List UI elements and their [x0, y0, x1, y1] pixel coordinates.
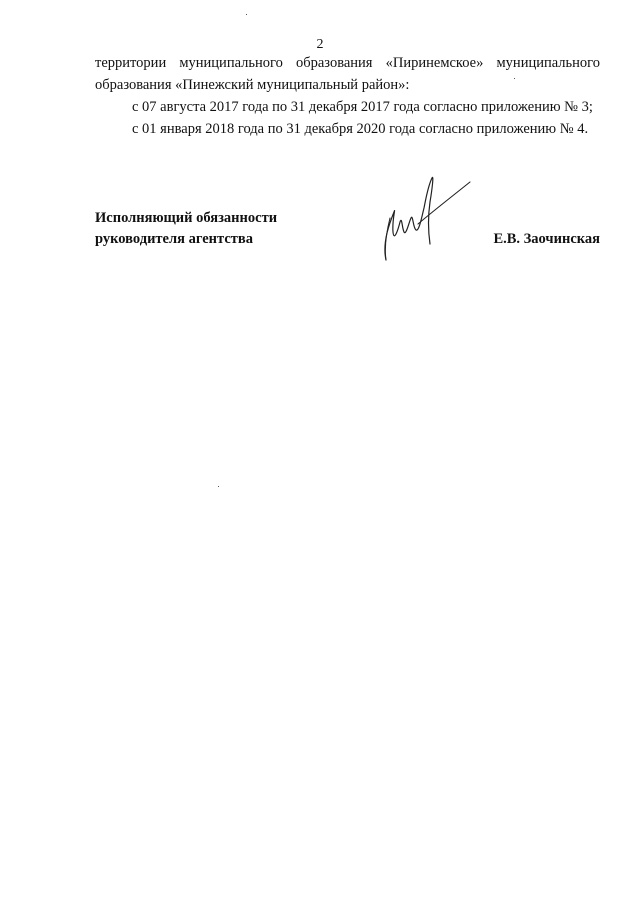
handwritten-signature-icon [372, 172, 472, 264]
signatory-title-line-2: руководителя агентства [95, 231, 253, 247]
signatory-name: Е.В. Заочинская [493, 231, 600, 247]
signatory-title [95, 208, 277, 250]
scan-speck [218, 486, 219, 487]
paragraph-period-2018-2020: с 01 января 2018 года по 31 декабря 2020 года согласно приложению № 4. [132, 121, 589, 137]
signature-block [95, 208, 600, 268]
paragraph-territory: территории муниципального образования «Пиринемское» муниципального образования «Пинежский муниципальный район»: [95, 55, 600, 93]
paragraph-period-2017: с 07 августа 2017 года по 31 декабря 2017 года согласно приложению № 3; [132, 99, 593, 115]
page-number: 2 [316, 37, 324, 52]
document-body [95, 52, 600, 140]
scan-speck [246, 14, 247, 15]
signatory-title-line-1: Исполняющий обязанности [95, 210, 278, 226]
